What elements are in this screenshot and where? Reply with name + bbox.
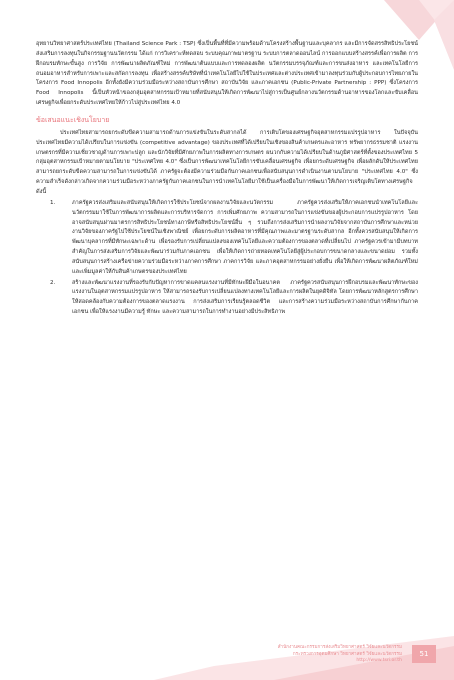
- page-content: [36, 40, 418, 319]
- section-heading: ข้อเสนอแนะเชิงนโยบาย: [36, 115, 110, 124]
- list-item: [36, 279, 418, 318]
- list-item-number: 1.: [50, 199, 56, 206]
- list-item-text: สร้างและพัฒนาแรงงานที่รองรับกับปัญหาการขาดแคลนแรงงานที่มีทักษะฝีมือในอนาคต ภาครัฐควรสนับสนุนการฝึกอบรมและพัฒนาทักษะของแรงงานในอุตสาหกรรมแปรรูปอาหาร ให้สามารถรองรับการเปลี่ยนแปลงทางเทคโนโลยีและการผลิตในยุคดิจิทัล โดยการพัฒนาหลักสูตรการศึกษาให้สอดคล้องกับความต้องการของตลาดแรงงาน การส่งเสริมการเรียนรู้ตลอดชีวิต และการสร้างความร่วมมือระหว่างสถาบันการศึกษากับภาคเอกชน เพื่อให้แรงงานมีความรู้ ทักษะ และความสามารถในการทำงานอย่างมีประสิทธิภาพ: [72, 279, 418, 316]
- intro-paragraph: อุทยานวิทยาศาสตร์ประเทศไทย (Thailand Science Park : TSP) ซึ่งเป็นพื้นที่ที่มีความพร้อมด้านโครงสร้างพื้นฐานและบุคลากร และมีการจัดสรรสิทธิประโยชน์ส่งเสริมการลงทุนในกิจกรรมฐานนวัตกรรม ได้แก่ การวิเคราะห์ทดสอบ ระบบคุณภาพมาตรฐาน ระบบการตลาดออนไลน์ การออกแบบสร้างสรรค์เพื่อการผลิต การฝึกอบรมทักษะขั้นสูง การวิจัย การพัฒนาผลิตภัณฑ์ใหม่ การพัฒนาต้นแบบและการทดลองผลิต นวัตกรรมบรรจุภัณฑ์และการขนส่งอาหาร และเทคโนโลยีการถนอมอาหารสำหรับการเพาะและสกัดการลงทุน เพื่อสร้างสรรค์บริษัทที่นำเทคโนโลยีไปใช้ในประเทศและต่างประเทศเข้ามาลงทุนร่วมกับผู้ประกอบการไทยภายในโครงการ Food Innopolis อีกทั้งยังมีความร่วมมือระหว่างสถาบันการศึกษา สถาบันวิจัย และภาคเอกชน (Public-Private Partnership : PPP) ซึ่งโครงการ Food Innopolis นี้เป็นหัวหน้าของกลุ่มอุตสาหกรรมเป้าหมายที่สนับสนุนให้เกิดการพัฒนาไปสู่การเป็นศูนย์กลางนวัตกรรมด้านอาหารของโลกและขับเคลื่อนเศรษฐกิจเพื่อยกระดับประเทศไทยให้ก้าวไปสู่ประเทศไทย 4.0: [36, 41, 418, 107]
- page-number: 51: [412, 645, 436, 663]
- page-footer: [0, 636, 454, 680]
- list-item: [36, 199, 418, 278]
- footer-org-name: สำนักงานคณะกรรมการส่งเสริมวิทยาศาสตร์ วิจัยและนวัตกรรม: [277, 645, 402, 651]
- recommendation-list: [36, 199, 418, 318]
- footer-url[interactable]: http://www.tsri.or.th: [356, 658, 402, 664]
- footer-credits: [278, 645, 402, 665]
- policy-paragraph: ประเทศไทยสามารถยกระดับขีดความสามารถด้านการแข่งขันในระดับสากลได้ การเติบโตของเศรษฐกิจอุตสาหกรรมแปรรูปอาหาร ในปัจจุบันประเทศไทยมีความได้เปรียบในการแข่งขัน (competitive advantage) ของประเทศที่ได้เปรียบในเชิงของสินค้าเกษตรและอาหาร ทรัพยากรธรรมชาติ แรงงาน เกษตรกรที่มีความเชี่ยวชาญด้านการเพาะปลูก และนักวิจัยที่มีศักยภาพในการผลิตทางการเกษตร ผนวกกับความได้เปรียบในด้านภูมิศาสตร์ที่ตั้งของประเทศไทย 5 กลุ่มอุตสาหกรรมเป้าหมายตามนโยบาย "ประเทศไทย 4.0" ซึ่งเป็นการพัฒนาเทคโนโลยีการขับเคลื่อนเศรษฐกิจ เพื่อยกระดับเศรษฐกิจ เพื่อผลักดันให้ประเทศไทยสามารถยกระดับขีดความสามารถในการแข่งขันได้ ภาครัฐจะต้องมีความร่วมมือกับภาคเอกชนเพื่อสนับสนุนการดำเนินงานตามนโยบาย "ประเทศไทย 4.0" ซึ่งความสำเร็จดังกล่าวเกิดจากความร่วมมือระหว่างภาครัฐกับภาคเอกชนในการนำเทคโนโลยีมาใช้เป็นเครื่องมือในการพัฒนาให้เกิดการเจริญเติบโตทางเศรษฐกิจ ดังนี้: [36, 129, 418, 195]
- footer-ministry-name: กระทรวงการอุดมศึกษา วิทยาศาสตร์ วิจัยและนวัตกรรม: [292, 651, 402, 657]
- list-item-text: ภาครัฐควรส่งเสริมและสนับสนุนให้เกิดการใช้ประโยชน์จากผลงานวิจัยและนวัตกรรม ภาครัฐควรส่งเสริมให้ภาคเอกชนนำเทคโนโลยีและนวัตกรรมมาใช้ในการพัฒนาการผลิตและการบริหารจัดการ การเพิ่มศักยภาพ ความสามารถในการแข่งขันของผู้ประกอบการแปรรูปอาหาร โดยอาจสนับสนุนผ่านมาตรการสิทธิประโยชน์ทางภาษีหรือสิทธิประโยชน์อื่น ๆ รวมถึงการส่งเสริมการนำผลงานวิจัยจากสถาบันการศึกษาและหน่วยงานวิจัยของภาครัฐไปใช้ประโยชน์ในเชิงพาณิชย์ เพื่อยกระดับการผลิตอาหารที่มีคุณภาพและมาตรฐานระดับสากล อีกทั้งควรสนับสนุนให้เกิดการพัฒนาบุคลากรที่มีทักษะเฉพาะด้าน เพื่อรองรับการเปลี่ยนแปลงของเทคโนโลยีและความต้องการของตลาดที่เปลี่ยนไป ภาครัฐควรเข้ามามีบทบาทสำคัญในการส่งเสริมการวิจัยและพัฒนาร่วมกับภาคเอกชน เพื่อให้เกิดการถ่ายทอดเทคโนโลยีสู่ผู้ประกอบการขนาดกลางและขนาดย่อม รวมทั้งสนับสนุนการสร้างเครือข่ายความร่วมมือระหว่างภาคการศึกษา ภาคการวิจัย และภาคอุตสาหกรรมอย่างยั่งยืน เพื่อให้เกิดการพัฒนาผลิตภัณฑ์ใหม่และเพิ่มมูลค่าให้กับสินค้าเกษตรของประเทศไทย: [72, 199, 418, 275]
- list-item-number: 2.: [50, 279, 56, 286]
